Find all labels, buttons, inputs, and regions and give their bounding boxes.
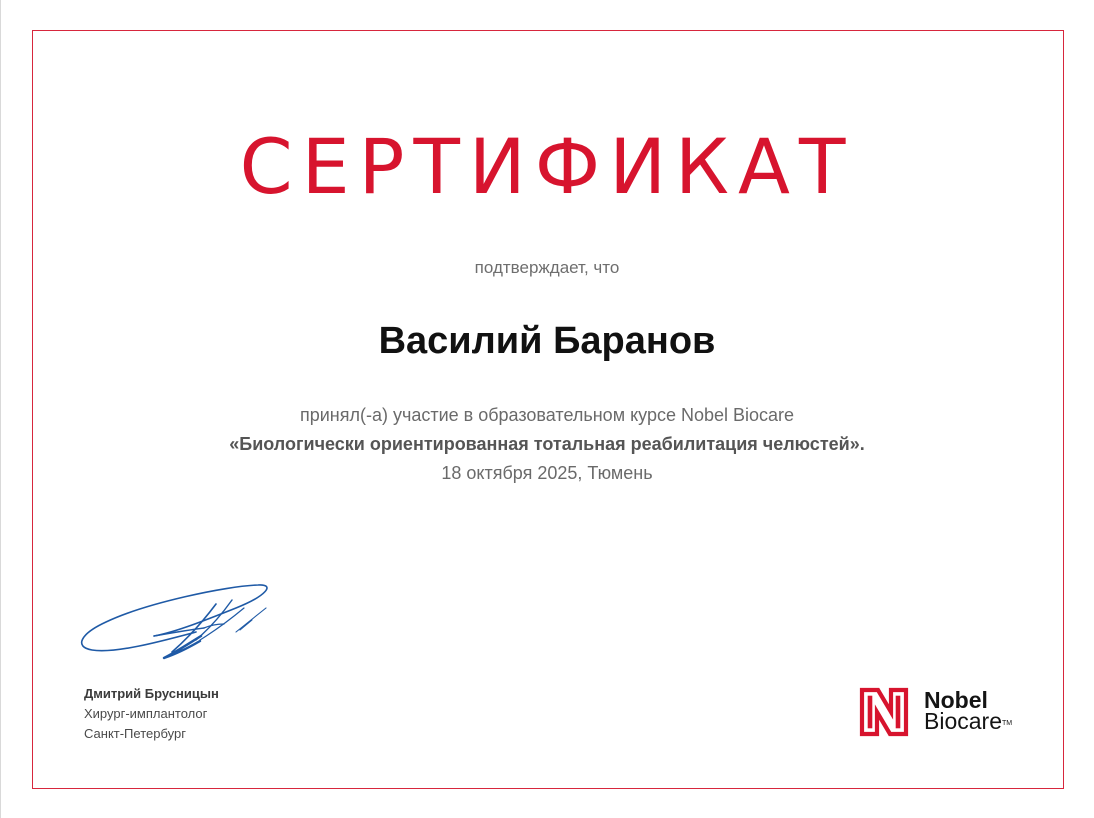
logo-wordmark bbox=[924, 687, 1013, 734]
participation-text: принял(-а) участие в образовательном курсе Nobel Biocare bbox=[299, 405, 795, 425]
trademark-mark: TM bbox=[1001, 720, 1013, 727]
logo-word-biocare-line bbox=[924, 708, 1013, 734]
logo-word-biocare: Biocare bbox=[924, 708, 1002, 734]
recipient-name: Василий Баранов bbox=[378, 320, 716, 362]
nobel-biocare-logo-icon bbox=[858, 686, 910, 738]
signer-block bbox=[84, 684, 219, 744]
signature-icon bbox=[76, 578, 286, 668]
confirms-text: подтверждает, что bbox=[474, 258, 620, 277]
date-place: 18 октября 2025, Тюмень bbox=[441, 463, 653, 483]
logo-word-nobel: Nobel bbox=[924, 687, 988, 713]
course-block bbox=[0, 401, 1094, 488]
signer-name: Дмитрий Брусницын bbox=[84, 686, 219, 701]
signer-city: Санкт-Петербург bbox=[84, 726, 186, 741]
course-name: «Биологически ориентированная тотальная реабилитация челюстей». bbox=[229, 434, 865, 454]
signer-position: Хирург-имплантолог bbox=[84, 706, 208, 721]
certificate-title: СЕРТИФИКАТ bbox=[239, 122, 855, 211]
nobel-biocare-logo bbox=[858, 686, 1028, 742]
